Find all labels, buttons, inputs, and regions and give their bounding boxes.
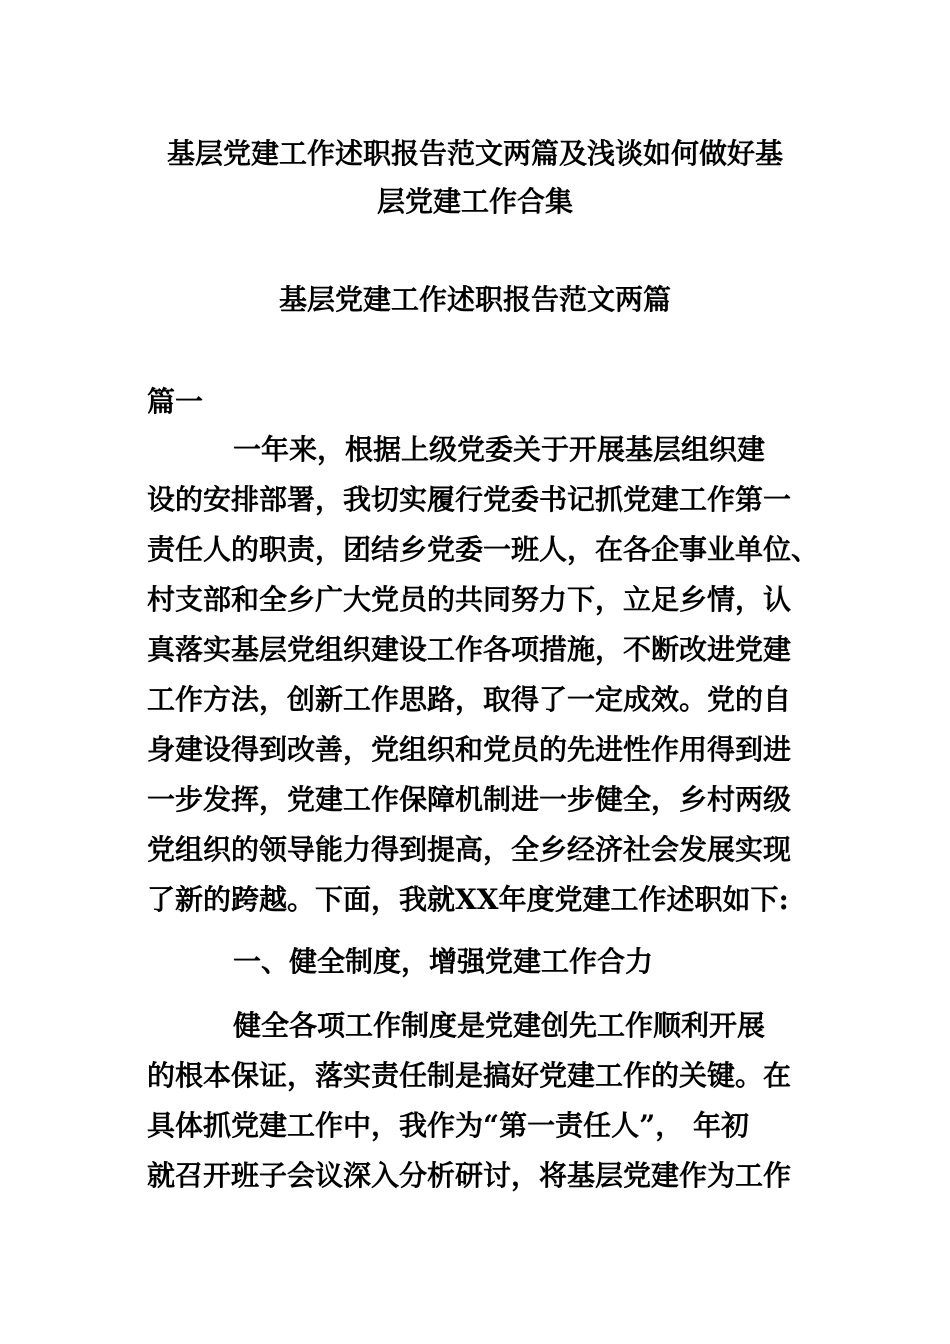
document-title-line-1: 基层党建工作述职报告范文两篇及浅谈如何做好基 <box>166 137 783 170</box>
paragraph-1-line: 了新的跨越。下面，我就XX年度党建工作述职如下: <box>147 883 789 916</box>
paragraph-1-line: 身建设得到改善，党组织和党员的先进性作用得到进 <box>147 733 792 766</box>
paragraph-1-line: 一步发挥，党建工作保障机制进一步健全，乡村两级 <box>147 783 792 816</box>
document-subtitle: 基层党建工作述职报告范文两篇 <box>278 283 671 316</box>
section-label: 篇一 <box>147 385 204 418</box>
paragraph-1-line: 工作方法，创新工作思路，取得了一定成效。党的自 <box>147 683 792 716</box>
paragraph-1-line: 一年来，根据上级党委关于开展基层组织建 <box>233 433 766 466</box>
paragraph-1-line: 党组织的领导能力得到提高，全乡经济社会发展实现 <box>147 833 792 866</box>
paragraph-1-line: 村支部和全乡广大党员的共同努力下，立足乡情，认 <box>147 583 792 616</box>
paragraph-2-line: 的根本保证，落实责任制是搞好党建工作的关键。在 <box>147 1059 792 1092</box>
paragraph-1-line: 责任人的职责，团结乡党委一班人，在各企事业单位、 <box>147 533 820 566</box>
section-heading-1: 一、健全制度，增强党建工作合力 <box>233 945 654 978</box>
paragraph-1-line: 设的安排部署，我切实履行党委书记抓党建工作第一 <box>147 483 792 516</box>
paragraph-2-line: 健全各项工作制度是党建创先工作顺利开展 <box>233 1009 766 1042</box>
paragraph-1-line: 真落实基层党组织建设工作各项措施，不断改进党建 <box>147 633 792 666</box>
paragraph-2-line: 具体抓党建工作中，我作为“第一责任人”， 年初 <box>147 1109 749 1142</box>
paragraph-2-line: 就召开班子会议深入分析研讨，将基层党建作为工作 <box>147 1159 792 1192</box>
document-title-line-2: 层党建工作合集 <box>376 185 573 218</box>
